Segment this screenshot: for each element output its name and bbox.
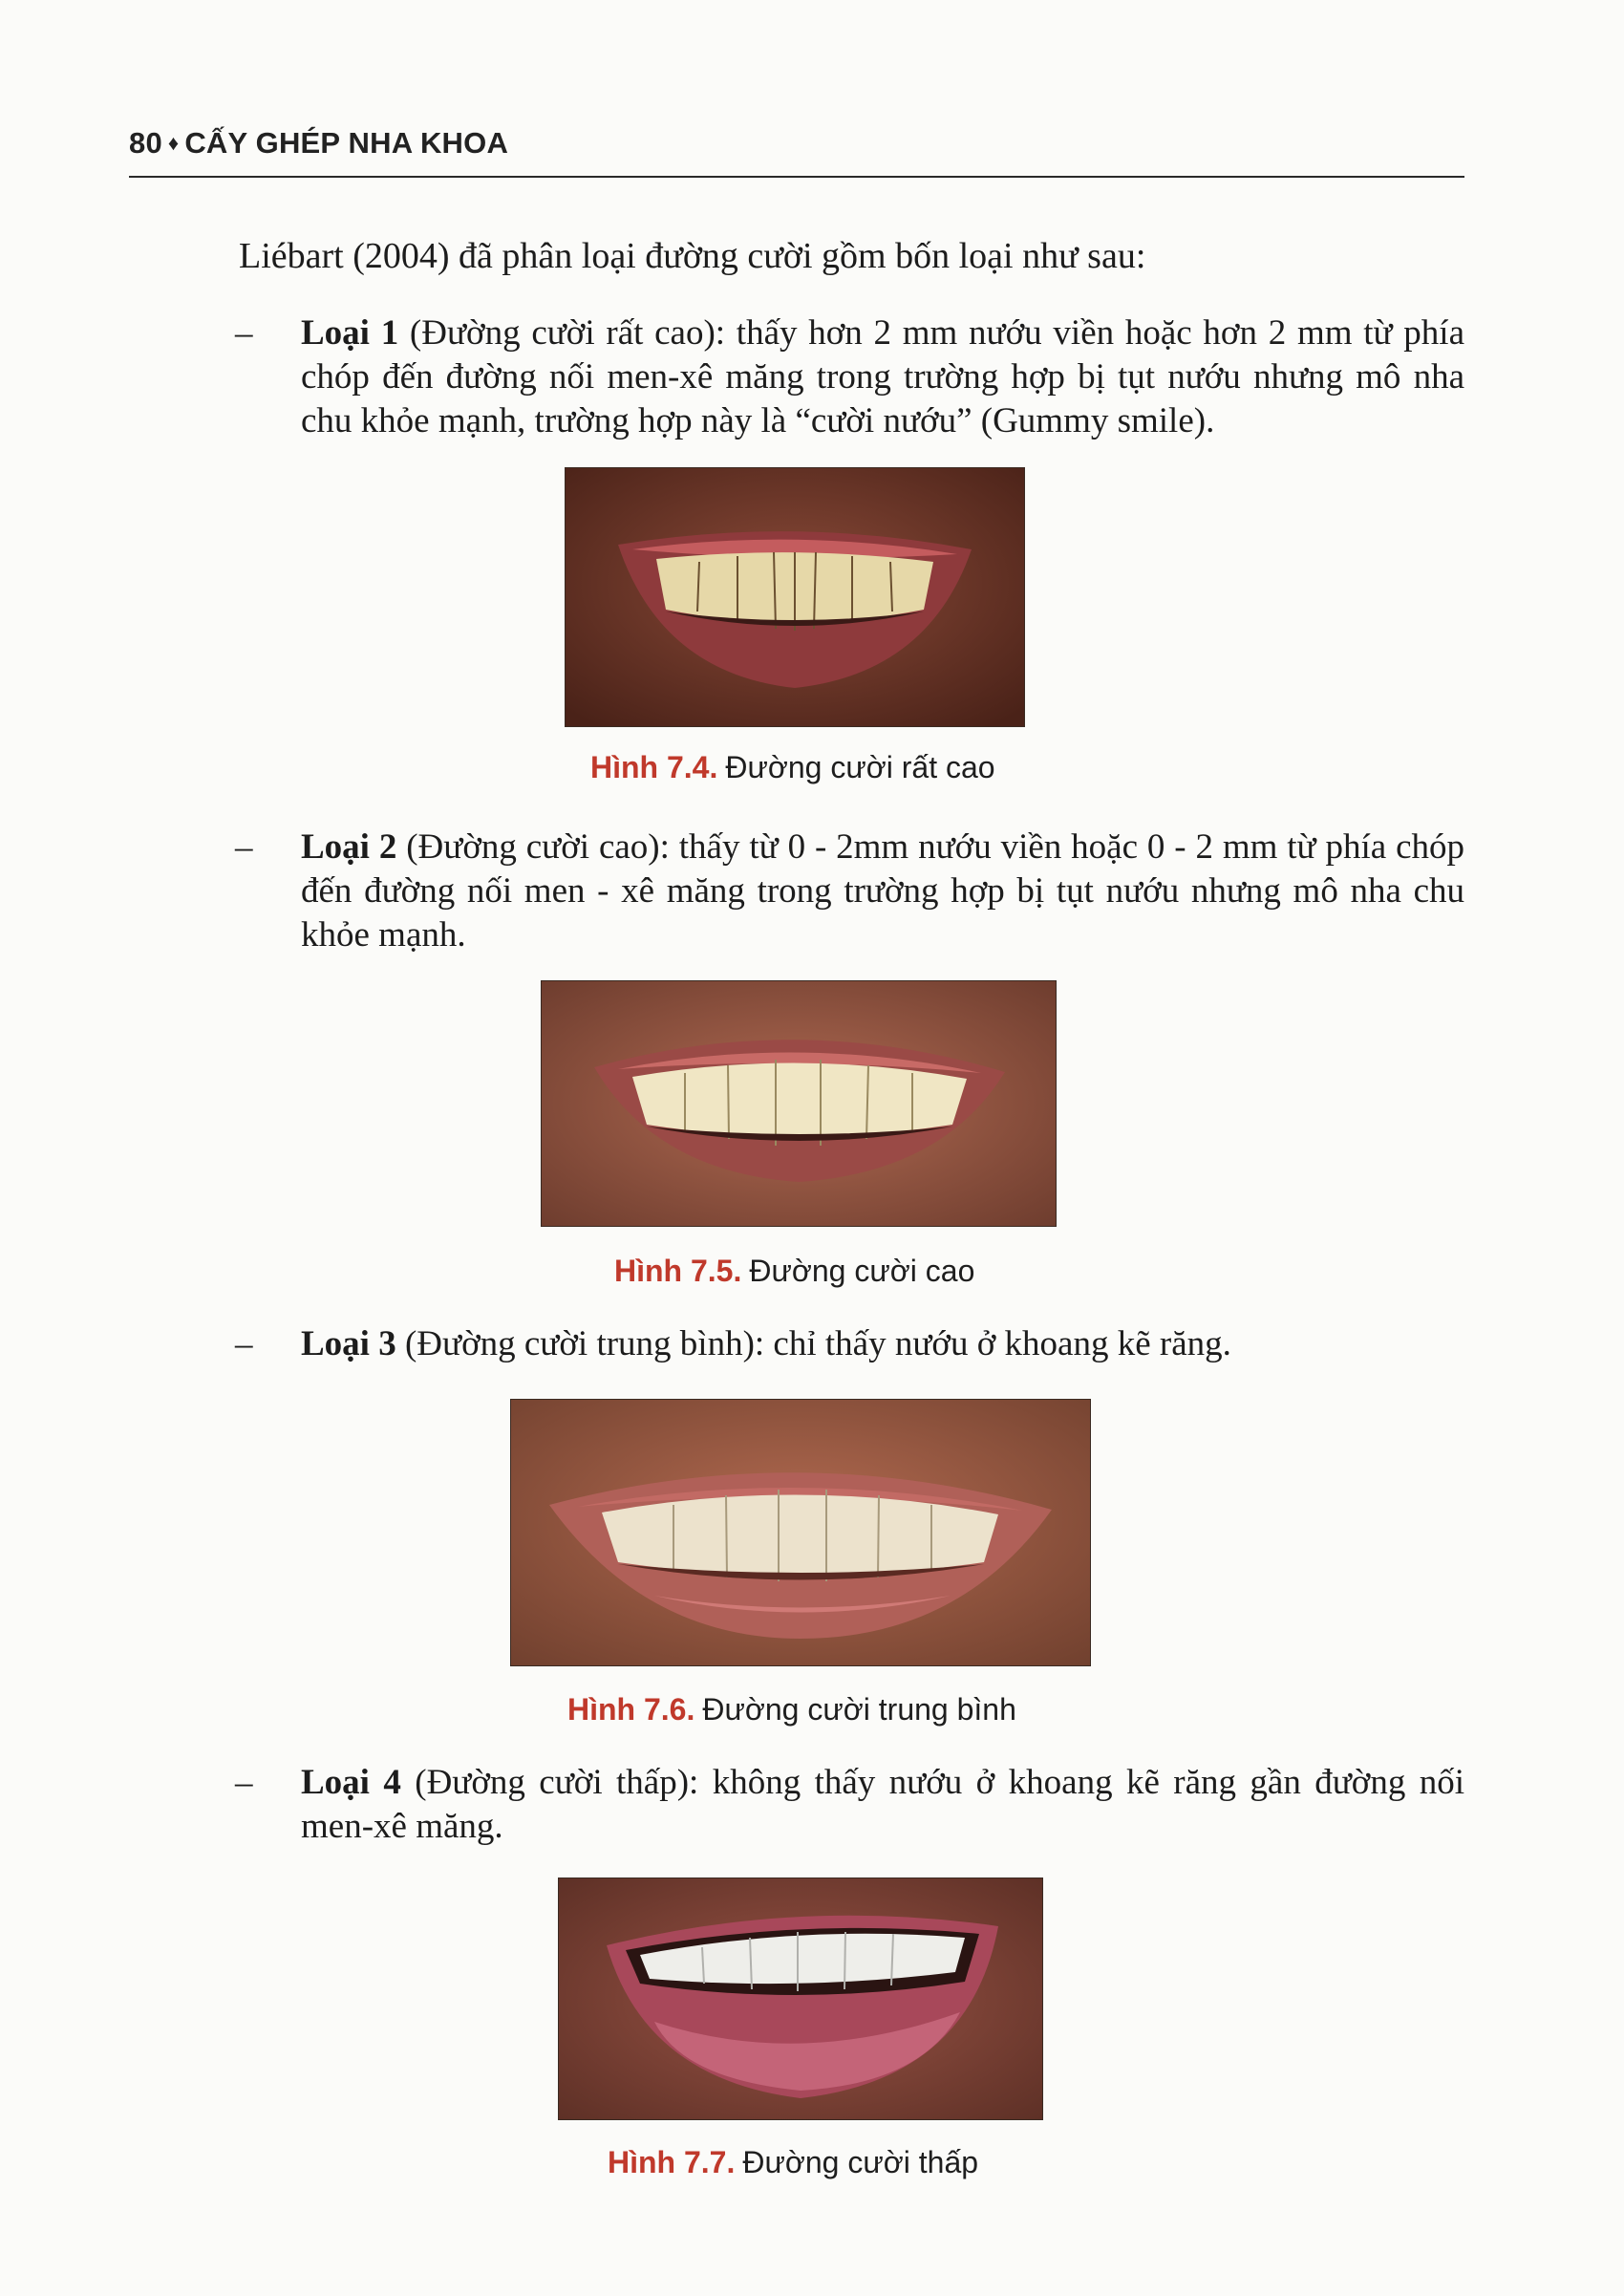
list-item xyxy=(235,1761,1464,1849)
figure-title: Đường cười trung bình xyxy=(702,1692,1016,1727)
intro-paragraph: Liébart (2004) đã phân loại đường cười gồm bốn loại như sau: xyxy=(239,236,1146,276)
figure-title: Đường cười rất cao xyxy=(725,750,995,784)
list-dash: – xyxy=(235,313,253,353)
figure-7-5-photo xyxy=(541,980,1057,1227)
figure-number: Hình 7.7. xyxy=(608,2145,736,2179)
item-label: Loại 4 xyxy=(301,1763,401,1802)
page-number: 80 xyxy=(129,126,162,160)
figure-7-4-photo xyxy=(565,467,1025,727)
figure-title: Đường cười thấp xyxy=(742,2145,979,2179)
figure-number: Hình 7.5. xyxy=(614,1254,742,1288)
figure-7-7-photo xyxy=(558,1878,1043,2120)
item-text: (Đường cười thấp): không thấy nướu ở khoang kẽ răng gần đường nối men-xê măng. xyxy=(301,1763,1464,1846)
item-label: Loại 3 xyxy=(301,1324,396,1363)
figure-title: Đường cười cao xyxy=(749,1254,975,1288)
list-dash: – xyxy=(235,827,253,867)
list-item xyxy=(235,826,1464,957)
header-rule xyxy=(129,176,1464,178)
figure-caption xyxy=(614,1254,974,1289)
list-dash: – xyxy=(235,1324,253,1363)
list-item xyxy=(235,311,1465,443)
figure-number: Hình 7.4. xyxy=(590,750,718,784)
book-title: CẤY GHÉP NHA KHOA xyxy=(184,126,509,160)
figure-caption xyxy=(567,1692,1016,1727)
running-header xyxy=(129,126,1466,161)
diamond-icon: ♦ xyxy=(167,131,180,155)
item-label: Loại 1 xyxy=(301,313,399,353)
figure-caption xyxy=(590,750,995,785)
item-text: (Đường cười cao): thấy từ 0 - 2mm nướu viền hoặc 0 - 2 mm từ phía chóp đến đường nối men - xê măng trong trường hợp bị tụt nướu nhưng mô nha chu khỏe mạnh. xyxy=(301,827,1464,955)
figure-caption xyxy=(608,2145,978,2180)
list-item xyxy=(235,1322,1464,1366)
item-text: (Đường cười rất cao): thấy hơn 2 mm nướu viền hoặc hơn 2 mm từ phía chóp đến đường nối men-xê măng trong trường hợp bị tụt nướu nhưng mô nha chu khỏe mạnh, trường hợp này là “cười nướu” (Gummy smile). xyxy=(301,313,1465,440)
item-label: Loại 2 xyxy=(301,827,397,867)
figure-number: Hình 7.6. xyxy=(567,1692,695,1727)
figure-7-6-photo xyxy=(510,1399,1091,1666)
item-text: (Đường cười trung bình): chỉ thấy nướu ở khoang kẽ răng. xyxy=(395,1324,1231,1363)
list-dash: – xyxy=(235,1763,253,1802)
